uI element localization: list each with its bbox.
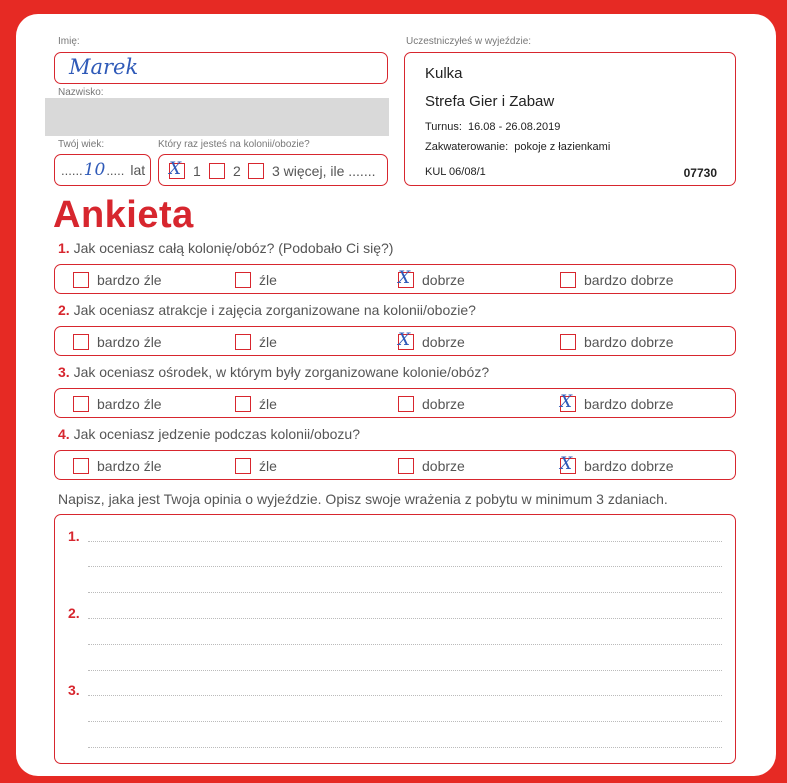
question-3-text: Jak oceniasz ośrodek, w którym były zorganizowane kolonie/obóz? — [73, 364, 490, 380]
q2-option-label-3: dobrze — [422, 334, 465, 350]
q1-option-bardzo-zle[interactable] — [73, 270, 162, 290]
age-field[interactable] — [54, 154, 151, 186]
trip-code: KUL 06/08/1 — [425, 166, 486, 178]
times-option-3[interactable] — [248, 161, 375, 181]
times-option-1[interactable] — [169, 161, 201, 181]
surname-label: Nazwisko: — [58, 87, 104, 98]
age-label: Twój wiek: — [58, 139, 105, 150]
q1-option-label-1: bardzo źle — [97, 272, 162, 288]
answer-row-2 — [54, 326, 736, 356]
q1-mark-3: X — [398, 268, 411, 288]
q1-checkbox-2[interactable] — [235, 272, 251, 288]
opinion-prompt: Napisz, jaka jest Twoja opinia o wyjeździe. Opisz swoje wrażenia z pobytu w minimum 3 zdaniach. — [58, 491, 668, 507]
question-3-number: 3. — [58, 364, 70, 380]
q1-checkbox-3[interactable] — [398, 268, 414, 288]
opinion-number-3: 3. — [68, 682, 80, 698]
q4-option-label-3: dobrze — [422, 458, 465, 474]
age-value: 10 — [83, 160, 106, 180]
trip-label: Uczestniczyłeś w wyjeździe: — [406, 36, 532, 47]
opinion-box[interactable] — [54, 514, 736, 764]
q2-checkbox-2[interactable] — [235, 334, 251, 350]
q2-option-bardzo-dobrze[interactable] — [560, 332, 674, 352]
times-option-2[interactable] — [209, 161, 241, 181]
opinion-line — [88, 721, 722, 722]
q2-mark-3: X — [398, 330, 411, 350]
q3-option-label-4: bardzo dobrze — [584, 396, 674, 412]
q2-option-label-1: bardzo źle — [97, 334, 162, 350]
q2-option-label-2: źle — [259, 334, 277, 350]
times-mark-1: X — [169, 159, 182, 179]
opinion-line — [88, 747, 722, 748]
q3-mark-4: X — [560, 392, 573, 412]
opinion-line — [88, 541, 722, 542]
q4-option-dobrze[interactable] — [398, 456, 465, 476]
opinion-line — [88, 670, 722, 671]
question-4-number: 4. — [58, 426, 70, 442]
times-option-label-1: 1 — [193, 163, 201, 179]
survey-title: Ankieta — [53, 194, 194, 236]
name-label: Imię: — [58, 36, 80, 47]
opinion-number-2: 2. — [68, 605, 80, 621]
q3-option-bardzo-zle[interactable] — [73, 394, 162, 414]
question-2-number: 2. — [58, 302, 70, 318]
q1-option-label-4: bardzo dobrze — [584, 272, 674, 288]
q1-checkbox-4[interactable] — [560, 272, 576, 288]
q2-option-zle[interactable] — [235, 332, 277, 352]
q1-option-bardzo-dobrze[interactable] — [560, 270, 674, 290]
q4-checkbox-2[interactable] — [235, 458, 251, 474]
q4-option-label-2: źle — [259, 458, 277, 474]
times-label: Który raz jesteś na kolonii/obozie? — [158, 139, 310, 150]
q3-option-dobrze[interactable] — [398, 394, 465, 414]
q4-option-bardzo-dobrze[interactable] — [560, 456, 674, 476]
q3-checkbox-1[interactable] — [73, 396, 89, 412]
survey-sheet — [16, 14, 776, 776]
opinion-line — [88, 644, 722, 645]
q4-checkbox-4[interactable] — [560, 454, 576, 474]
q2-checkbox-4[interactable] — [560, 334, 576, 350]
q4-mark-4: X — [560, 454, 573, 474]
accommodation-label: Zakwaterowanie: — [425, 141, 509, 153]
q2-option-label-4: bardzo dobrze — [584, 334, 674, 350]
q2-option-dobrze[interactable] — [398, 332, 465, 352]
q3-option-label-3: dobrze — [422, 396, 465, 412]
q1-checkbox-1[interactable] — [73, 272, 89, 288]
opinion-line — [88, 566, 722, 567]
question-4-text: Jak oceniasz jedzenie podczas kolonii/obozu? — [73, 426, 360, 442]
q4-option-zle[interactable] — [235, 456, 277, 476]
q1-option-label-3: dobrze — [422, 272, 465, 288]
answer-row-3 — [54, 388, 736, 418]
answer-row-4 — [54, 450, 736, 480]
question-1-number: 1. — [58, 240, 70, 256]
age-dots-after: ..... — [106, 162, 125, 178]
q1-option-zle[interactable] — [235, 270, 277, 290]
q4-option-label-1: bardzo źle — [97, 458, 162, 474]
trip-accommodation — [425, 141, 610, 153]
name-value: Marek — [69, 55, 139, 79]
question-2-text: Jak oceniasz atrakcje i zajęcia zorganizowane na kolonii/obozie? — [73, 302, 476, 318]
times-checkbox-2[interactable] — [209, 163, 225, 179]
opinion-line — [88, 695, 722, 696]
question-1 — [58, 240, 393, 256]
q4-checkbox-1[interactable] — [73, 458, 89, 474]
surname-redaction — [45, 98, 389, 136]
q3-option-label-2: źle — [259, 396, 277, 412]
q1-option-dobrze[interactable] — [398, 270, 465, 290]
times-field — [158, 154, 388, 186]
accommodation-value: pokoje z łazienkami — [514, 141, 611, 153]
trip-name: Kulka — [425, 65, 463, 82]
times-checkbox-3[interactable] — [248, 163, 264, 179]
answer-row-1 — [54, 264, 736, 294]
times-checkbox-1[interactable] — [169, 159, 185, 179]
question-2 — [58, 302, 476, 318]
name-field[interactable] — [54, 52, 388, 84]
q3-checkbox-4[interactable] — [560, 392, 576, 412]
opinion-line — [88, 618, 722, 619]
q3-checkbox-2[interactable] — [235, 396, 251, 412]
times-option-label-2: 2 — [233, 163, 241, 179]
times-option-label-3: 3 więcej, ile ....... — [272, 163, 376, 179]
q2-option-bardzo-zle[interactable] — [73, 332, 162, 352]
trip-info-box — [404, 52, 736, 186]
q3-option-label-1: bardzo źle — [97, 396, 162, 412]
opinion-number-1: 1. — [68, 528, 80, 544]
q2-checkbox-3[interactable] — [398, 330, 414, 350]
age-unit: lat — [130, 162, 146, 178]
q3-option-zle[interactable] — [235, 394, 277, 414]
trip-turnus — [425, 121, 560, 133]
opinion-line — [88, 592, 722, 593]
q4-option-bardzo-zle[interactable] — [73, 456, 162, 476]
trip-number: 07730 — [683, 166, 717, 180]
question-4 — [58, 426, 360, 442]
q1-option-label-2: źle — [259, 272, 277, 288]
turnus-label: Turnus: — [425, 121, 462, 133]
trip-program: Strefa Gier i Zabaw — [425, 93, 555, 110]
q4-option-label-4: bardzo dobrze — [584, 458, 674, 474]
turnus-value: 16.08 - 26.08.2019 — [468, 121, 561, 133]
question-1-text: Jak oceniasz całą kolonię/obóz? (Podobało Ci się?) — [73, 240, 394, 256]
age-dots-before: ...... — [61, 162, 83, 178]
q3-checkbox-3[interactable] — [398, 396, 414, 412]
q2-checkbox-1[interactable] — [73, 334, 89, 350]
q4-checkbox-3[interactable] — [398, 458, 414, 474]
q3-option-bardzo-dobrze[interactable] — [560, 394, 674, 414]
question-3 — [58, 364, 489, 380]
